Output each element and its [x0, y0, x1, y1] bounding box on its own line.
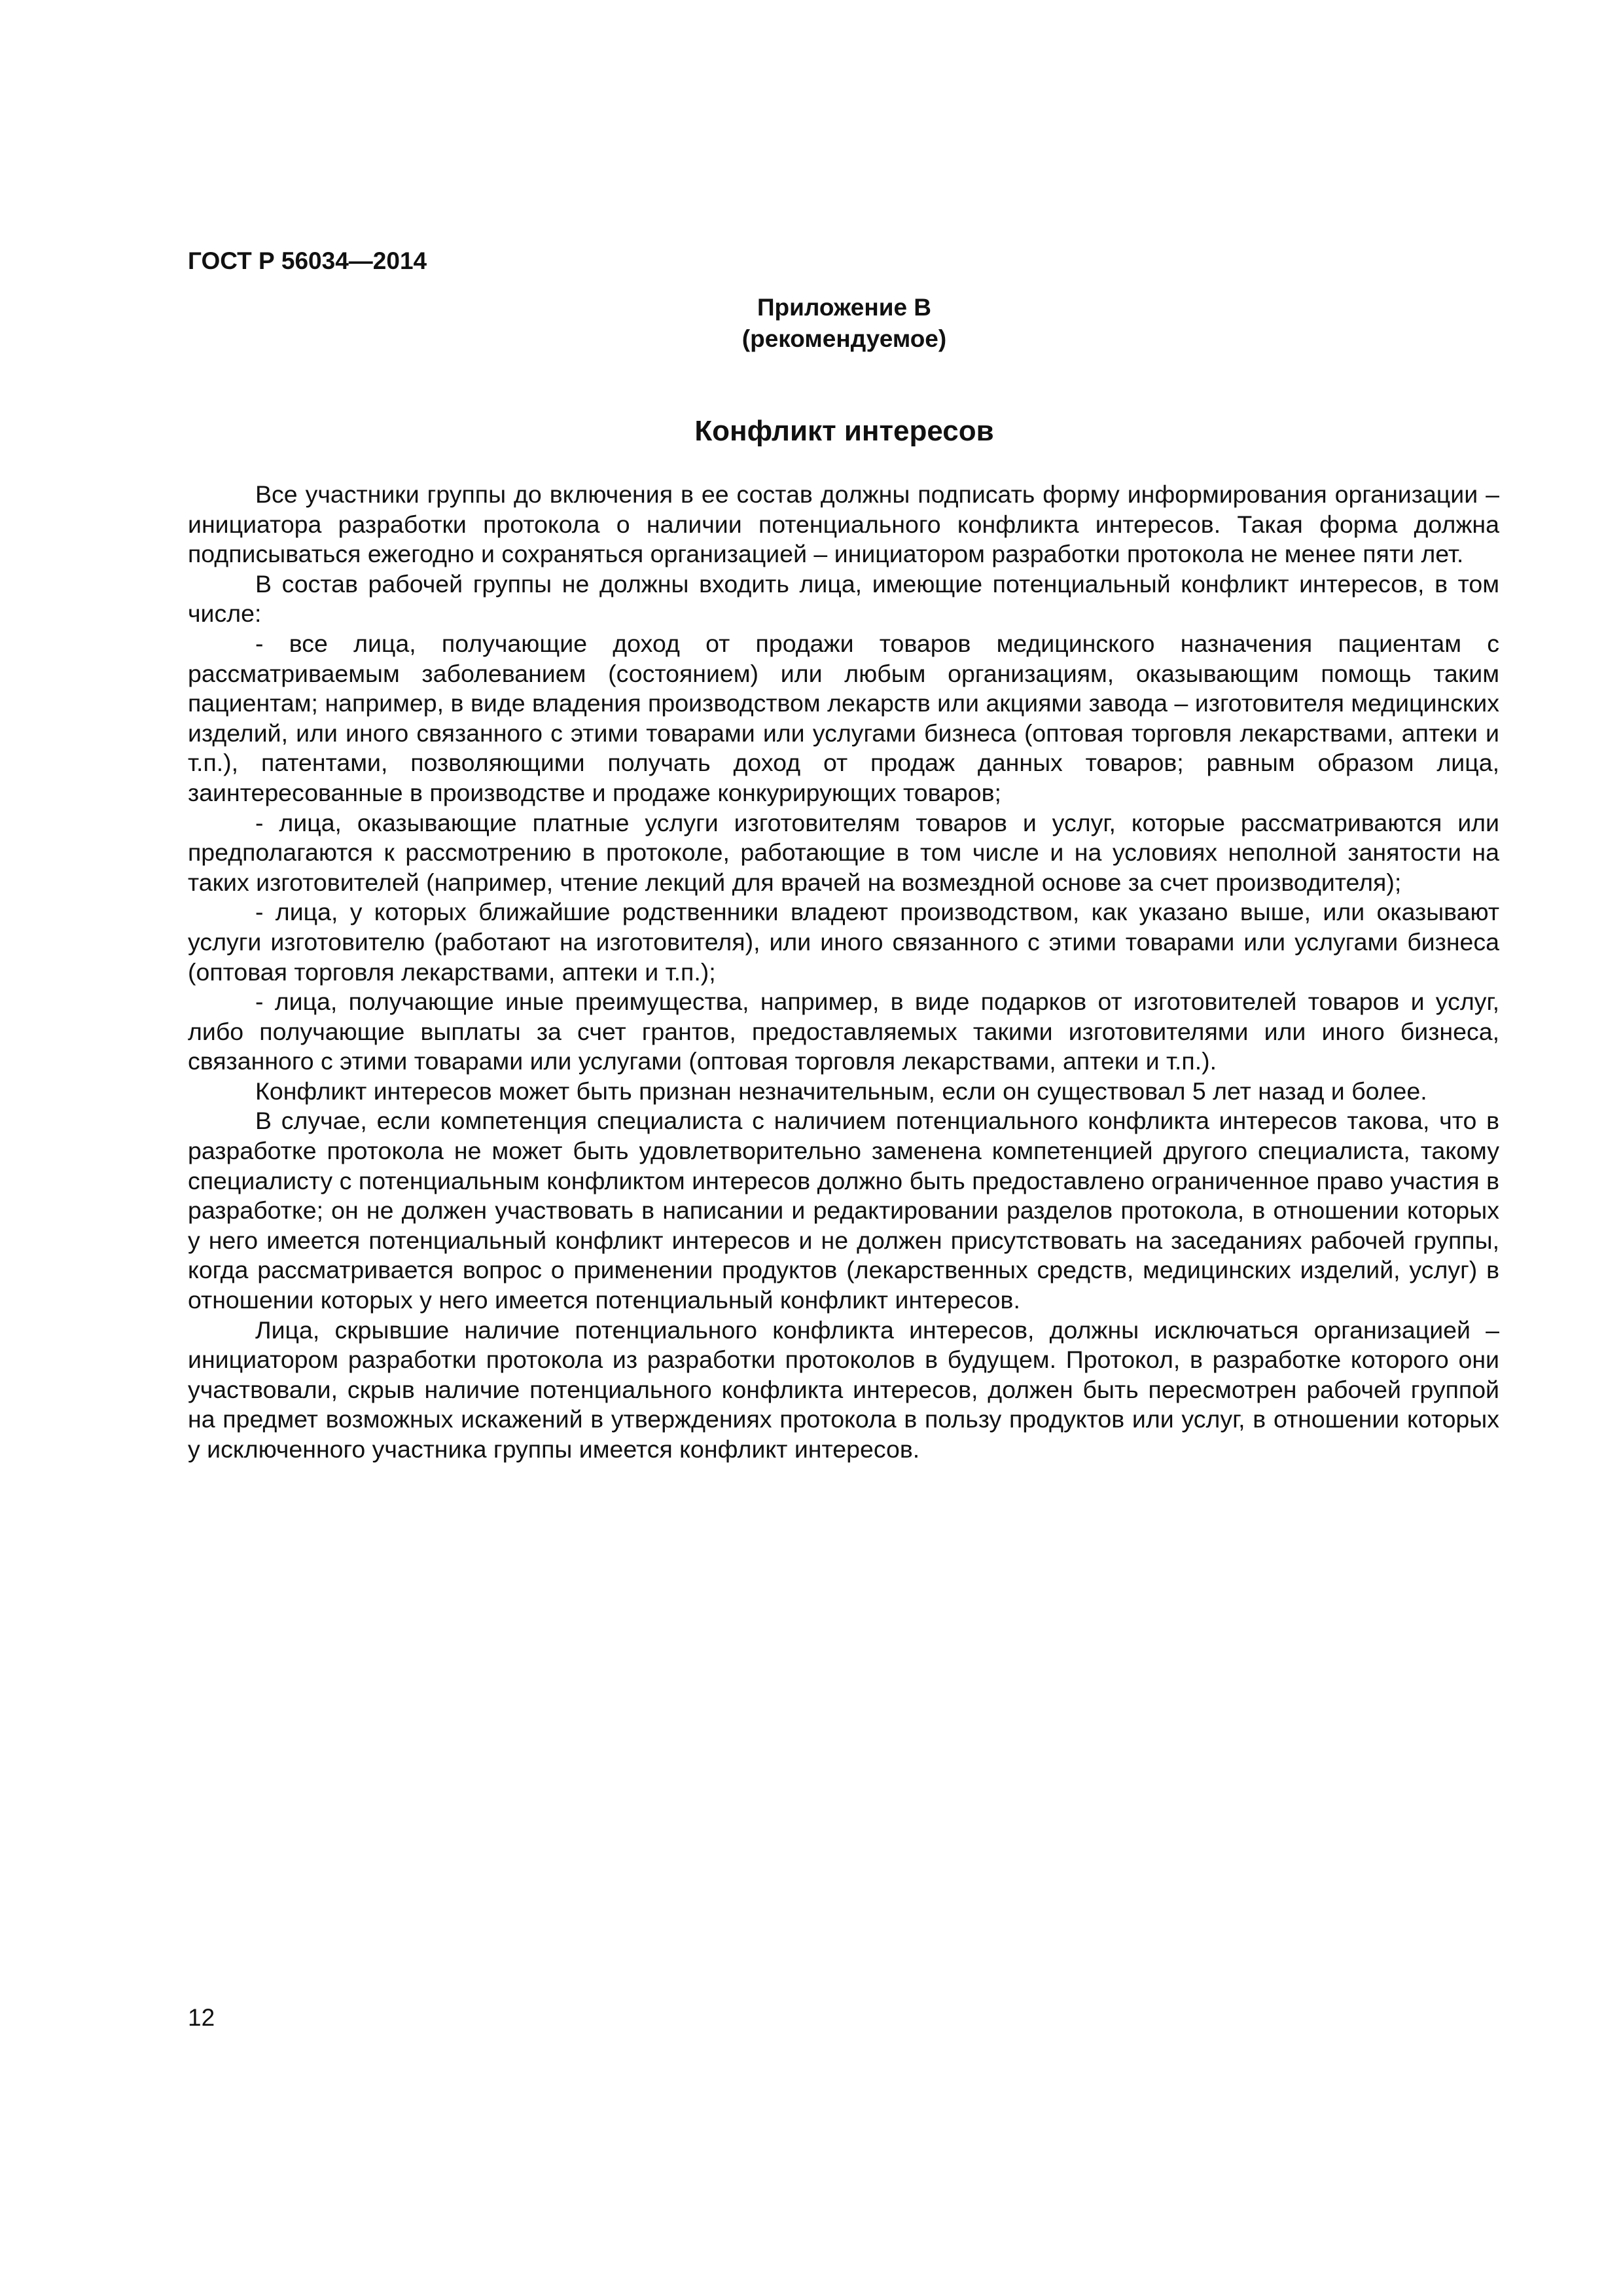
paragraph-insignificant: Конфликт интересов может быть признан незначительным, если он существовал 5 лет назад и более. [255, 1077, 1427, 1105]
paragraph-exclusions-intro: В состав рабочей группы не должны входить лица, имеющие потенциальный конфликт интересов, в том числе: [188, 569, 1499, 628]
document-code: ГОСТ Р 56034—2014 [188, 247, 427, 274]
paragraph-concealment: Лица, скрывшие наличие потенциального конфликта интересов, должны исключаться организацией – инициатором разработки протокола из разработки протоколов в будущем. Протокол, в разработке которого они участвовали, скрыв наличие потенциального конфликта интересов, должен быть пересмотрен рабочей группой на предмет возможных искажений в утверждениях протокола в пользу продуктов или услуг, в отношении которых у исключенного участника группы имеется конфликт интересов. [188, 1316, 1499, 1463]
paragraph-limited-participation: В случае, если компетенция специалиста с наличием потенциального конфликта интересов такова, что в разработке протокола не может быть удовлетворительно заменена компетенцией другого специалиста, такому специалисту с потенциальным конфликтом интересов должно быть предоставлено ограниченное право участия в разработке; он не должен участвовать в написании и редактировании разделов протокола, в отношении которых у него имеется потенциальный конфликт интересов и не должен присутствовать на заседаниях рабочей группы, когда рассматривается вопрос о применении продуктов (лекарственных средств, медицинских изделий, услуг) в отношении которых у него имеется потенциальный конфликт интересов. [188, 1107, 1499, 1314]
body-text [188, 480, 1499, 1465]
paragraph-intro: Все участники группы до включения в ее состав должны подписать форму информирования организации – инициатора разработки протокола о наличии потенциального конфликта интересов. Такая форма должна подписываться ежегодно и сохраняться организацией – инициатором разработки протокола не менее пяти лет. [188, 480, 1499, 568]
list-item-relatives: - лица, у которых ближайшие родственники владеют производством, как указано выше, или оказывают услуги изготовителю (работают на изготовителя), или иного связанного с этими товарами или услугами бизнеса (оптовая торговля лекарствами, аптеки и т.п.); [188, 898, 1499, 986]
list-item-paid-services: - лица, оказывающие платные услуги изготовителям товаров и услуг, которые рассматриваются или предполагаются к рассмотрению в протоколе, работающие в том числе и на условиях неполной занятости на таких изготовителей (например, чтение лекций для врачей на возмездной основе за счет производителя); [188, 808, 1499, 896]
list-item-income: - все лица, получающие доход от продажи товаров медицинского назначения пациентам с рассматриваемым заболеванием (состоянием) или любым организациям, оказывающим помощь таким пациентам; например, в виде владения производством лекарств или акциями завода – изготовителя медицинских изделий, или иного связанного с этими товарами или услугами бизнеса (оптовая торговля лекарствами, аптеки и т.п.), патентами, позволяющими получать доход от продаж данных товаров; равным образом лица, заинтересованные в производстве и продаже конкурирующих товаров; [188, 629, 1499, 806]
appendix-heading [0, 292, 1623, 355]
appendix-status: (рекомендуемое) [741, 325, 947, 352]
appendix-label: Приложение В [757, 294, 932, 321]
list-item-benefits: - лица, получающие иные преимущества, например, в виде подарков от изготовителей товаров и услуг, либо получающие выплаты за счет грантов, предоставляемых такими изготовителями или иного бизнеса, связанного с этими товарами или услугами (оптовая торговля лекарствами, аптеки и т.п.). [188, 988, 1499, 1075]
page-number: 12 [188, 2004, 215, 2031]
section-title: Конфликт интересов [694, 415, 994, 447]
